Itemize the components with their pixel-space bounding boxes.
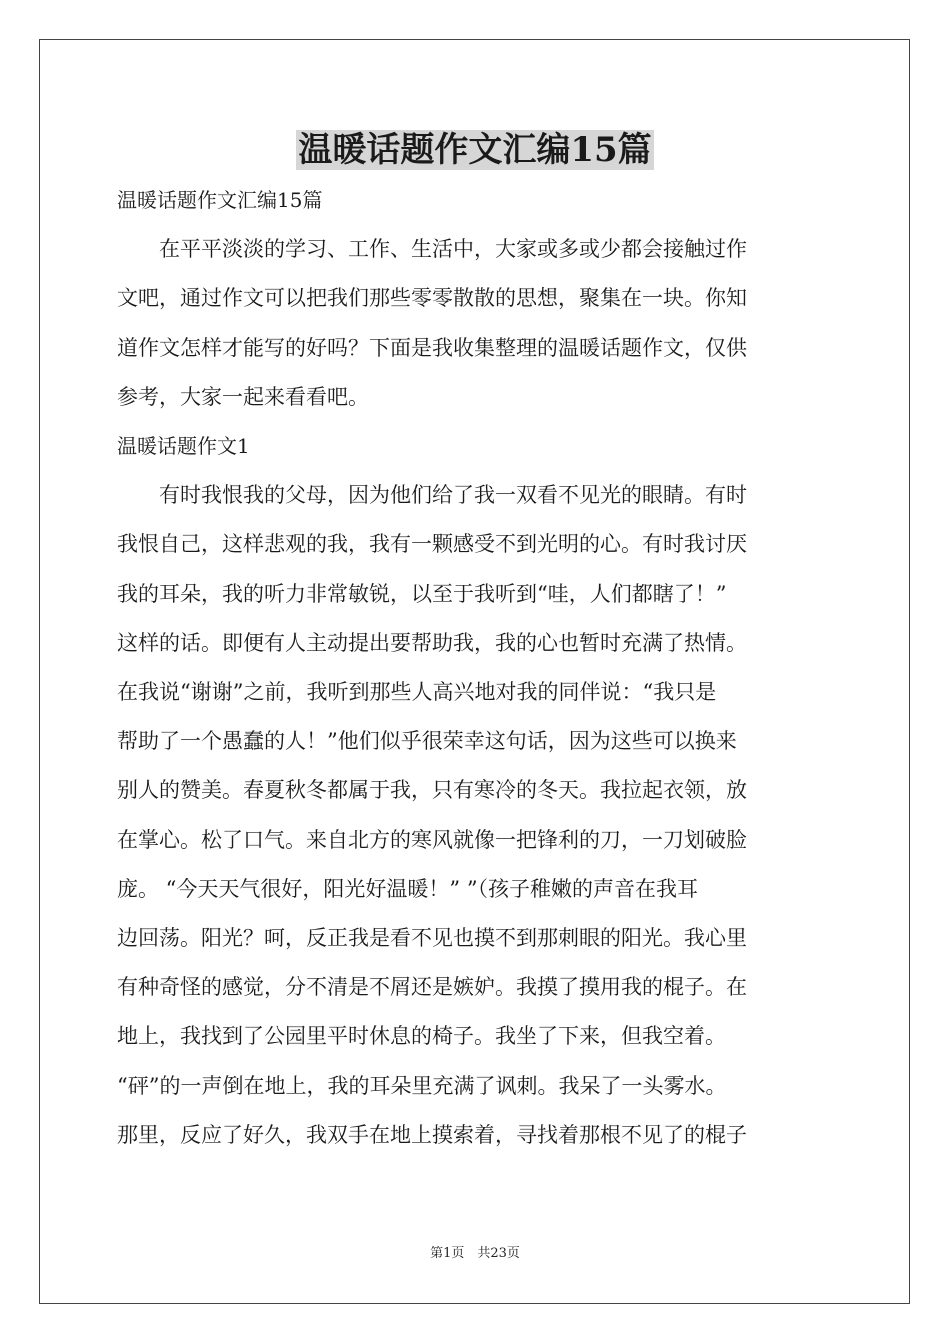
intro-line: 道作文怎样才能写的好吗？下面是我收集整理的温暖话题作文，仅供 (117, 335, 747, 360)
body-line: 我的耳朵，我的听力非常敏锐，以至于我听到“哇，人们都瞎了！” (117, 581, 727, 606)
document-title (0, 124, 950, 176)
intro-line: 文吧，通过作文可以把我们那些零零散散的思想，聚集在一块。你知 (117, 286, 747, 311)
document-body (117, 176, 837, 1160)
body-line: 有时我恨我的父母，因为他们给了我一双看不见光的眼睛。有时 (117, 483, 747, 508)
body-line: “砰”的一声倒在地上，我的耳朵里充满了讽刺。我呆了一头雾水。 (117, 1073, 727, 1098)
intro-line: 参考，大家一起来看看吧。 (117, 384, 369, 409)
body-line: 地上，我找到了公园里平时休息的椅子。我坐了下来，但我空着。 (117, 1024, 726, 1049)
body-line: 庞。 “今天天气很好，阳光好温暖！” ”（孩子稚嫩的声音在我耳 (117, 876, 699, 901)
body-line: 我恨自己，这样悲观的我，我有一颗感受不到光明的心。有时我讨厌 (117, 532, 747, 557)
body-line: 帮助了一个愚蠢的人！”他们似乎很荣幸这句话，因为这些可以换来 (117, 729, 737, 754)
document-subtitle: 温暖话题作文汇编15篇 (117, 188, 323, 212)
body-line: 别人的赞美。春夏秋冬都属于我，只有寒冷的冬天。我拉起衣领，放 (117, 778, 747, 803)
body-line: 在我说“谢谢”之前，我听到那些人高兴地对我的同伴说：“我只是 (117, 680, 717, 705)
page-number: 第1页 共23页 (430, 1246, 520, 1261)
document-title-text: 温暖话题作文汇编15篇 (298, 130, 652, 170)
page-footer (0, 1244, 950, 1264)
body-line: 边回荡。阳光？呵，反正我是看不见也摸不到那刺眼的阳光。我心里 (117, 926, 747, 951)
body-line: 在掌心。松了口气。来自北方的寒风就像一把锋利的刀，一刀划破脸 (117, 827, 747, 852)
body-line: 有种奇怪的感觉，分不清是不屑还是嫉妒。我摸了摸用我的棍子。在 (117, 975, 747, 1000)
body-line: 那里，反应了好久，我双手在地上摸索着，寻找着那根不见了的棍子 (117, 1122, 747, 1147)
body-line: 这样的话。即便有人主动提出要帮助我，我的心也暂时充满了热情。 (117, 630, 747, 655)
section-heading: 温暖话题作文1 (117, 434, 250, 459)
intro-line: 在平平淡淡的学习、工作、生活中，大家或多或少都会接触过作 (117, 237, 747, 262)
